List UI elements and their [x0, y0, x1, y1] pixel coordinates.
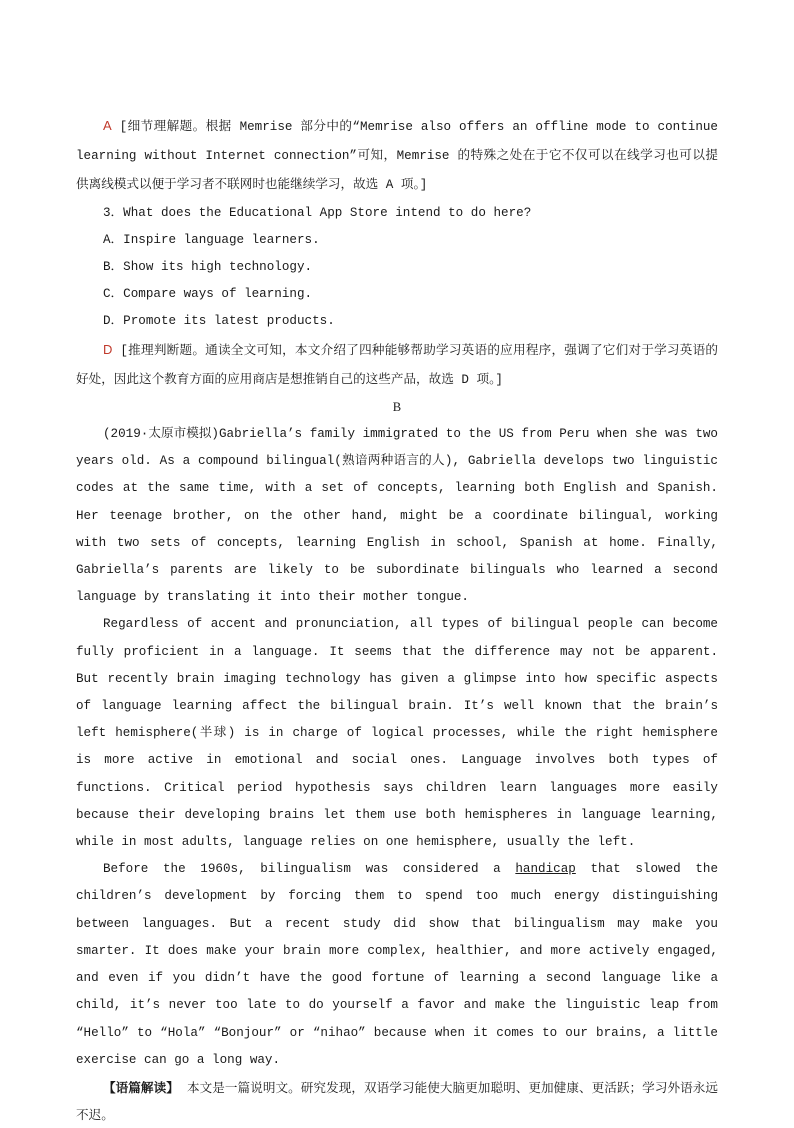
option-d: D．Promote its latest products.: [103, 314, 335, 329]
option-a: A．Inspire language learners.: [103, 232, 320, 247]
analysis-label: 【语篇解读】: [103, 1079, 179, 1095]
passage-paragraph-1: (2019·太原市模拟)Gabriella’s family immigrated to the US from Peru when she was two years old. As a compound bilingual(熟谙两种语言的人), Gabriella develops two linguistic codes at the same time, with a set of concepts, learning both English and Spanish. Her teenage brother, on the other hand, might be a coordinate bilingual, working with two sets of concepts, learning English in school, Spanish at home. Finally, Gabriella’s parents are likely to be subordinate bilinguals who learned a second language by translating it into their mother tongue.: [76, 427, 718, 605]
passage-analysis: [76, 1074, 718, 1128]
document-page: [76, 112, 718, 1128]
answer-letter: D: [103, 341, 113, 357]
paragraph-text: that slowed the children’s development by forcing them to spend too much energy distinguishing between languages. But a recent study did show that bilingualism may make you smarter. It does make your brain more complex, healthier, and more actively engaged, and even if you didn’t have the good fortune of learning a second language like a child, it’s never too late to do yourself a favor and make the linguistic leap from “Hello” to “Hola” “Bonjour” or “nihao” because when it comes to our brains, a little exercise can go a long way.: [76, 862, 719, 1067]
passage-paragraph-2: Regardless of accent and pronunciation, all types of bilingual people can become fully proficient in a language. It seems that the difference may not be apparent. But recently brain imaging technology has given a glimpse into how specific aspects of language learning affect the bilingual brain. It’s well known that the brain’s left hemisphere(半球) is in charge of logical processes, while the right hemisphere is more active in emotional and social ones. Language involves both types of functions. Critical period hypothesis says children learn languages more easily because their developing brains let them use both hemispheres in language learning, while in most adults, language relies on one hemisphere, usually the left.: [76, 617, 718, 850]
answer-explanation-a: [76, 112, 718, 200]
answer-text: [推理判断题。通读全文可知，本文介绍了四种能够帮助学习英语的应用程序，强调了它们对于学习英语的好处，因此这个教育方面的应用商店是想推销自己的这些产品，故选 D 项。]: [76, 343, 718, 387]
answer-text: [细节理解题。根据 Memrise 部分中的“Memrise also offers an offline mode to continue learning without Internet connection”可知，Memrise 的特殊之处在于它不仅可以在线学习也可以提供离线模式以便于学习者不联网时也能继续学习，故选 A 项。]: [76, 120, 718, 193]
underlined-word: handicap: [515, 862, 576, 877]
answer-explanation-d: [76, 336, 718, 394]
answer-letter: A: [103, 118, 112, 133]
paragraph-text: Before the 1960s, bilingualism was considered a: [103, 862, 516, 877]
passage-paragraph-3: [76, 856, 718, 1074]
question-stem: 3．What does the Educational App Store intend to do here?: [103, 205, 532, 220]
section-label: B: [392, 400, 402, 415]
analysis-text: 本文是一篇说明文。研究发现，双语学习能使大脑更加聪明、更加健康、更活跃；学习外语永远不迟。: [76, 1079, 719, 1123]
option-c: C．Compare ways of learning.: [103, 287, 313, 302]
option-b: B．Show its high technology.: [103, 260, 313, 275]
